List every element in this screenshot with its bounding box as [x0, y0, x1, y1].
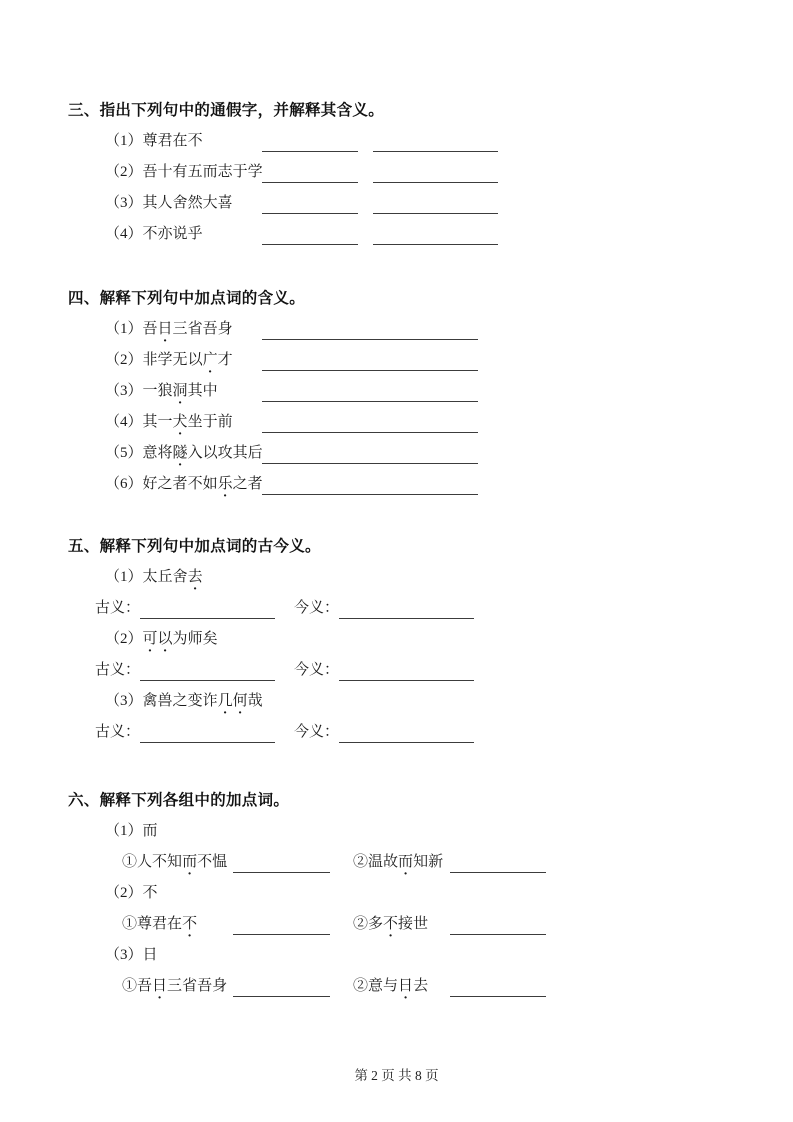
char: 学	[247, 164, 263, 180]
item-number: （1）	[105, 569, 143, 585]
section-heading: 四、解释下列句中加点词的含义。	[68, 289, 306, 307]
item-number: （5）	[105, 445, 143, 461]
char: 之	[172, 693, 188, 709]
answer-blank	[450, 932, 546, 935]
char: 愠	[212, 854, 228, 870]
char: 省	[187, 321, 203, 337]
char: 禽	[142, 693, 158, 709]
char: 而	[142, 823, 158, 839]
char: 后	[247, 445, 263, 461]
answer-blank	[262, 242, 358, 245]
char: 君	[152, 916, 168, 932]
emphasized-char: 以	[157, 631, 173, 647]
answer-blank	[233, 932, 330, 935]
answer-blank	[262, 337, 478, 340]
char: 矣	[202, 631, 218, 647]
section-5	[0, 536, 793, 743]
char: 大	[202, 195, 218, 211]
group-word	[105, 945, 158, 966]
page-footer	[0, 1064, 793, 1084]
answer-blank	[450, 994, 546, 997]
char: 新	[428, 854, 444, 870]
question-item	[0, 433, 793, 464]
jin-label: 今义：	[294, 662, 340, 678]
answer-blank	[450, 870, 546, 873]
answer-blank	[339, 616, 474, 619]
question-item	[0, 371, 793, 402]
item-number: （3）	[105, 195, 143, 211]
emphasized-char: 而	[182, 854, 198, 870]
pair-text	[353, 914, 450, 935]
char: 吾	[142, 164, 158, 180]
char: 舍	[172, 195, 188, 211]
char: ①	[122, 854, 138, 870]
char: 兽	[157, 693, 173, 709]
item-number: （3）	[105, 383, 143, 399]
pair-text	[122, 914, 233, 935]
char: 省	[182, 978, 198, 994]
emphasized-char: 日	[398, 978, 414, 994]
answer-blank	[262, 430, 478, 433]
char: 乎	[187, 226, 203, 242]
gu-jin-row	[0, 712, 793, 743]
char: 其	[187, 383, 203, 399]
gu-label: 古义：	[95, 600, 141, 616]
item-number: （1）	[105, 823, 143, 839]
pair-text	[353, 976, 450, 997]
emphasized-char: 而	[398, 854, 414, 870]
char: 其	[142, 414, 158, 430]
answer-blank	[339, 740, 474, 743]
item-number: （2）	[105, 885, 143, 901]
char: 在	[167, 916, 183, 932]
char: 狼	[157, 383, 173, 399]
char: 尊	[142, 133, 158, 149]
question-item	[0, 340, 793, 371]
char: 无	[172, 352, 188, 368]
char: 多	[368, 916, 384, 932]
gu-label: 古义：	[95, 724, 141, 740]
gu-jin-row	[0, 650, 793, 681]
char: 不	[152, 854, 168, 870]
char: 三	[167, 978, 183, 994]
group-header	[0, 873, 793, 904]
char: 日	[142, 947, 158, 963]
question-item	[0, 183, 793, 214]
char: 之	[232, 476, 248, 492]
item-number: （1）	[105, 321, 143, 337]
item-text	[105, 162, 262, 183]
char: 志	[217, 164, 233, 180]
answer-blank	[339, 678, 474, 681]
answer-blank	[262, 180, 358, 183]
pair-text	[122, 852, 233, 873]
char: 不	[197, 854, 213, 870]
char: 吾	[197, 978, 213, 994]
group-word	[105, 883, 158, 904]
char: 君	[157, 133, 173, 149]
char: 在	[172, 133, 188, 149]
item-text	[105, 224, 262, 245]
emphasized-char: 可	[142, 631, 158, 647]
item-text	[105, 567, 203, 588]
gu-label: 古义：	[95, 662, 141, 678]
char: 与	[383, 978, 399, 994]
group-pair-row	[0, 842, 793, 873]
emphasized-char: 乐	[217, 476, 233, 492]
group-header	[0, 811, 793, 842]
emphasized-char: 犬	[172, 414, 188, 430]
emphasized-char: 不	[182, 916, 198, 932]
jin-label: 今义：	[294, 724, 340, 740]
section-6	[0, 790, 793, 997]
char: 非	[142, 352, 158, 368]
answer-blank	[373, 211, 498, 214]
question-item	[0, 309, 793, 340]
char: 者	[247, 476, 263, 492]
char: 身	[212, 978, 228, 994]
char: 喜	[217, 195, 233, 211]
question-item	[0, 121, 793, 152]
char: 入	[187, 445, 203, 461]
char: 温	[368, 854, 384, 870]
group-header	[0, 935, 793, 966]
item-number: （2）	[105, 631, 143, 647]
char: 中	[202, 383, 218, 399]
answer-blank	[233, 994, 330, 997]
char: 去	[413, 978, 429, 994]
char: 其	[232, 445, 248, 461]
char: 之	[157, 476, 173, 492]
answer-blank	[262, 211, 358, 214]
section-heading: 六、解释下列各组中的加点词。	[68, 791, 290, 809]
pair-text	[353, 852, 450, 873]
item-text	[105, 412, 262, 433]
emphasized-char: 日	[152, 978, 168, 994]
char: 好	[142, 476, 158, 492]
item-number: （3）	[105, 947, 143, 963]
char: 师	[187, 631, 203, 647]
jin-label: 今义：	[294, 600, 340, 616]
char: 如	[202, 476, 218, 492]
item-number: （2）	[105, 352, 143, 368]
char: 知	[413, 854, 429, 870]
item-number: （3）	[105, 693, 143, 709]
char: 不	[187, 476, 203, 492]
answer-blank	[233, 870, 330, 873]
char: ②	[353, 916, 369, 932]
answer-blank	[140, 616, 275, 619]
item-text	[105, 193, 262, 214]
char: 前	[217, 414, 233, 430]
char: ①	[122, 916, 138, 932]
char: 丘	[157, 569, 173, 585]
char: 然	[187, 195, 203, 211]
question-item	[0, 557, 793, 588]
item-text	[105, 319, 262, 340]
char: 坐	[187, 414, 203, 430]
char: 于	[232, 164, 248, 180]
char: ②	[353, 978, 369, 994]
char: 吾	[142, 321, 158, 337]
question-item	[0, 464, 793, 495]
char: ①	[122, 978, 138, 994]
answer-blank	[262, 399, 478, 402]
item-text	[105, 131, 262, 152]
char: 学	[157, 352, 173, 368]
char: 才	[217, 352, 233, 368]
answer-blank	[140, 678, 275, 681]
group-word	[105, 821, 158, 842]
char: 有	[172, 164, 188, 180]
char: 以	[187, 352, 203, 368]
pair-text	[122, 976, 233, 997]
char: 不	[142, 226, 158, 242]
question-item	[0, 214, 793, 245]
char: 说	[172, 226, 188, 242]
section-heading: 五、解释下列句中加点词的古今义。	[68, 537, 321, 555]
char: 亦	[157, 226, 173, 242]
section-4	[0, 288, 793, 495]
char: 哉	[247, 693, 263, 709]
answer-blank	[262, 149, 358, 152]
item-text	[105, 381, 262, 402]
char: 故	[383, 854, 399, 870]
item-number: （2）	[105, 164, 143, 180]
char: 人	[137, 854, 153, 870]
char: 吾	[137, 978, 153, 994]
answer-blank	[262, 461, 478, 464]
char: 三	[172, 321, 188, 337]
item-text	[105, 350, 262, 371]
char: 不	[187, 133, 203, 149]
char: 而	[202, 164, 218, 180]
question-item	[0, 402, 793, 433]
answer-blank	[373, 180, 498, 183]
emphasized-char: 不	[383, 916, 399, 932]
char: 一	[157, 414, 173, 430]
answer-blank	[373, 242, 498, 245]
char: 世	[413, 916, 429, 932]
char: 为	[172, 631, 188, 647]
section-3	[0, 100, 793, 245]
section-heading: 三、指出下列句中的通假字，并解释其含义。	[68, 101, 385, 119]
group-pair-row	[0, 966, 793, 997]
item-number: （4）	[105, 226, 143, 242]
char: 意	[368, 978, 384, 994]
question-item	[0, 619, 793, 650]
item-number: （4）	[105, 414, 143, 430]
item-text	[105, 629, 218, 650]
answer-blank	[262, 492, 478, 495]
char: 不	[142, 885, 158, 901]
gu-jin-row	[0, 588, 793, 619]
question-item	[0, 152, 793, 183]
item-number: （6）	[105, 476, 143, 492]
emphasized-char: 去	[187, 569, 203, 585]
page-number-text: 第 2 页 共 8 页	[354, 1068, 439, 1083]
char: 于	[202, 414, 218, 430]
char: 者	[172, 476, 188, 492]
char: 接	[398, 916, 414, 932]
question-item	[0, 681, 793, 712]
char: 一	[142, 383, 158, 399]
char: ②	[353, 854, 369, 870]
char: 攻	[217, 445, 233, 461]
char: 尊	[137, 916, 153, 932]
char: 意	[142, 445, 158, 461]
char: 十	[157, 164, 173, 180]
item-number: （1）	[105, 133, 143, 149]
char: 舍	[172, 569, 188, 585]
char: 知	[167, 854, 183, 870]
emphasized-char: 日	[157, 321, 173, 337]
item-text	[105, 691, 263, 712]
answer-blank	[140, 740, 275, 743]
char: 太	[142, 569, 158, 585]
emphasized-char: 何	[232, 693, 248, 709]
char: 身	[217, 321, 233, 337]
emphasized-char: 洞	[172, 383, 188, 399]
char: 五	[187, 164, 203, 180]
item-text	[105, 474, 262, 495]
emphasized-char: 广	[202, 352, 218, 368]
group-pair-row	[0, 904, 793, 935]
char: 将	[157, 445, 173, 461]
answer-blank	[262, 368, 478, 371]
char: 变	[187, 693, 203, 709]
item-text	[105, 443, 262, 464]
char: 以	[202, 445, 218, 461]
char: 吾	[202, 321, 218, 337]
answer-blank	[373, 149, 498, 152]
char: 人	[157, 195, 173, 211]
emphasized-char: 几	[217, 693, 233, 709]
char: 诈	[202, 693, 218, 709]
char: 其	[142, 195, 158, 211]
emphasized-char: 隧	[172, 445, 188, 461]
